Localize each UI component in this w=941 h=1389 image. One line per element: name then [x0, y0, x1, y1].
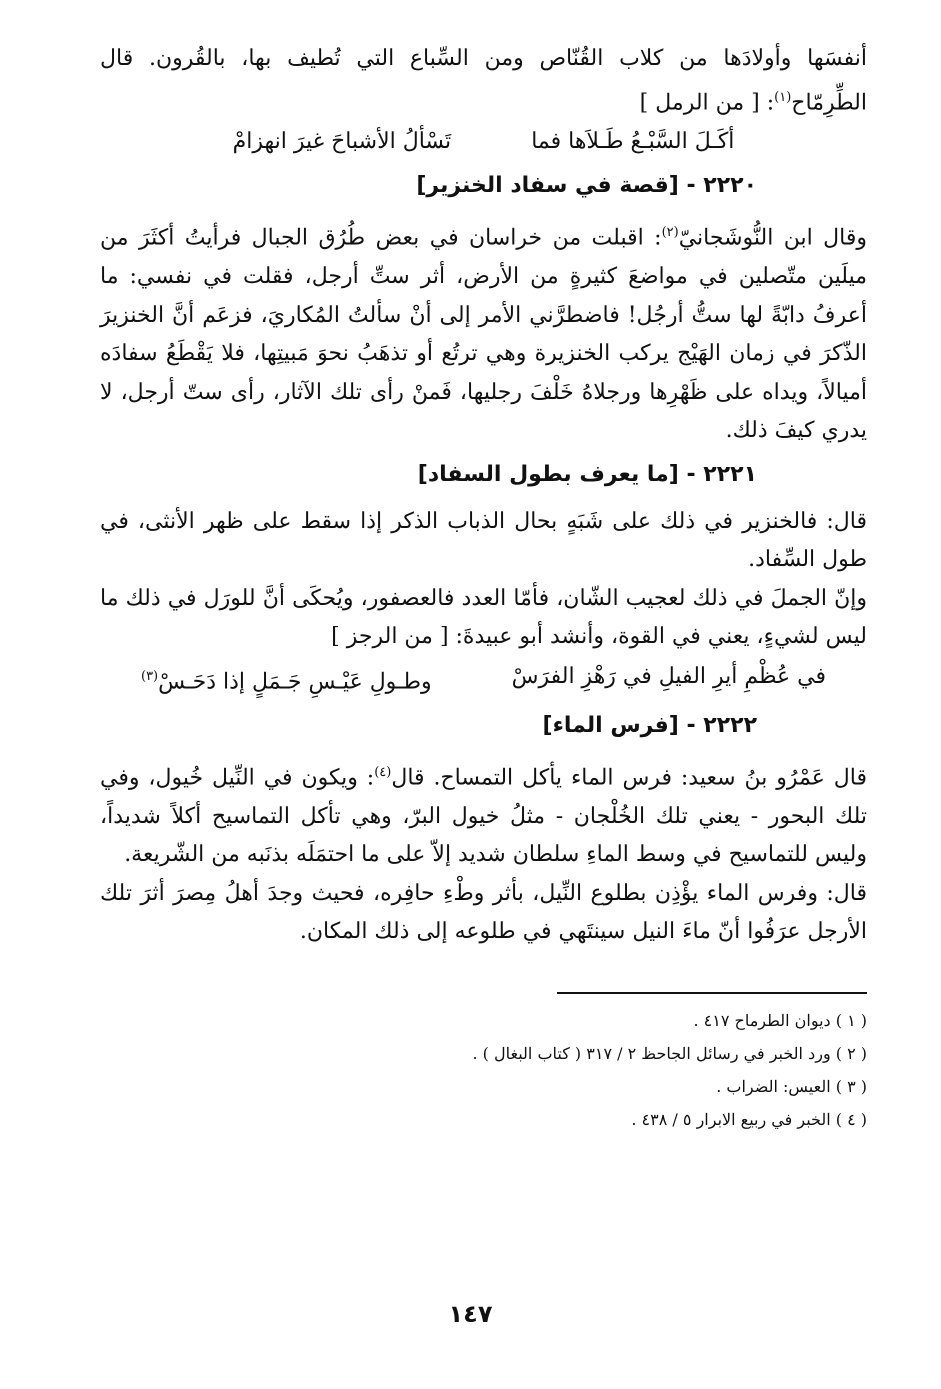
- verse-rajaz: [100, 657, 867, 702]
- footnote-ref[interactable]: (٢): [661, 225, 679, 241]
- footnote-ref[interactable]: (١): [774, 89, 792, 105]
- meter-label: : [ من الرمل ]: [639, 89, 775, 115]
- intro-text: أنفسَها وأولادَها من كلاب القُنّاص ومن السِّباع التي تُطيف بها، بالقُرون. قال الطِّرِمّاح: [100, 46, 867, 115]
- verse-hemistich-second: وطـولِ عَيْـسِ جَـمَلٍ إذا دَحَـسْ: [158, 668, 432, 694]
- para-lead: وقال ابن النُّوشَجانيّ: [678, 225, 867, 251]
- verse-hemistich-second: تَسْألُ الأشباحَ غيرَ انهزامْ: [232, 129, 452, 155]
- footnote-ref[interactable]: (٤): [374, 764, 392, 780]
- section-2222-paragraph-1: [100, 754, 867, 875]
- footnote-ref[interactable]: (٣): [140, 668, 159, 684]
- section-2220-paragraph: [100, 214, 867, 450]
- footnote-2: ( ٢ ) ورد الخبر في رسائل الجاحظ ٢ / ٣١٧ ( كتاب البغال ) .: [472, 1043, 867, 1063]
- footnote-3: ( ٣ ) العيس: الضراب .: [716, 1076, 867, 1096]
- section-2221-paragraph-2: وإنّ الجملَ في ذلك لعجيب الشّان، فأمّا العدد فالعصفور، ويُحكَى أنَّ للورَل في ذلك ما ليس لشيءٍ، يعني في القوة، وأنشد أبو عبيدةَ: [ من الرجز ]: [100, 585, 867, 650]
- para-body: : ويكون في النِّيل خُيول، وفي تلك البحور - يعني تلك الخُلْجان - مثلُ خيول البرّ، وهي تأكل التماسيح أكلاً شديداً، وليس للتماسيح في وسط الماءِ سلطان شديد إلاّ على ما احتمَلَه بذنَبه من الشّريعة.: [100, 765, 867, 868]
- section-heading-2222: ٢٢٢٢ - [فرس الماء]: [542, 712, 757, 738]
- section-2221-paragraph-1: قال: فالخنزير في ذلك على شَبَهٍ بحال الذباب الذكر إذا سقط على ظهر الأنثى، في طول السِّفاد.: [100, 508, 867, 573]
- verse-tarimmah: [100, 122, 867, 162]
- verse-hemistich-first: في عُظْمِ أيرِ الفيلِ في رَهْزِ الفرَسْ: [511, 663, 827, 689]
- section-heading-2220: ٢٢٢٠ - [قصة في سفاد الخنزير]: [416, 173, 757, 199]
- footnote-1: ( ١ ) ديوان الطرماح ٤١٧ .: [693, 1010, 867, 1030]
- page-number: ١٤٧: [448, 1300, 493, 1328]
- footnote-divider: [557, 992, 867, 994]
- section-heading-2221: ٢٢٢١ - [ما يعرف بطول السفاد]: [417, 461, 757, 487]
- footnote-4: ( ٤ ) الخبر في ربيع الابرار ٥ / ٤٣٨ .: [631, 1109, 867, 1129]
- verse-hemistich-first: أكَـلَ السَّبْـعُ طَـلاَها فما: [531, 129, 735, 155]
- para-body: : اقبلت من خراسان في بعض طُرُق الجبال فرأيتُ أكثَرَ من ميلَين متّصلين في مواضعَ كثيرةٍ من الأرض، أثر ستِّ أرجل، فقلت في نفسي: ما أعرفُ دابّةً لها ستُّ أرجُل! فاضطرَّني الأمر إلى أنْ سألتُ المُكاريَ، فزعَم أنَّ الخنزيرَ الذّكرَ في زمان الهَيْج يركب الخنزيرة وهي ترتُع أو تذهَبُ نحوَ مَبيتِها، فلا يَقْطَعُ سفادَه أميالاً، ويداه على ظَهْرِها ورجلاهُ خَلْفَ رجليها، فَمنْ رأى تلك الآثار، رأى ستّ أرجل، لا يدري كيفَ ذلك.: [100, 225, 867, 444]
- para-lead: قال عَمْرُو بنُ سعيد: فرس الماء يأكل التمساح. قال: [391, 765, 867, 791]
- footnotes-list: [100, 1004, 867, 1136]
- verse-hemistich-second-wrap: [141, 657, 432, 702]
- section-2222-paragraph-2: قال: وفرس الماء يؤْذِن بطلوع النِّيل، بأثر وطْءِ حافِره، فحيث وجدَ أهلُ مِصرَ أثرَ تلك الأرجل عرَفُوا أنّ ماءَ النيل سينتَهي في طلوعه إلى ذلك المكان.: [100, 880, 867, 945]
- intro-paragraph: [100, 40, 867, 122]
